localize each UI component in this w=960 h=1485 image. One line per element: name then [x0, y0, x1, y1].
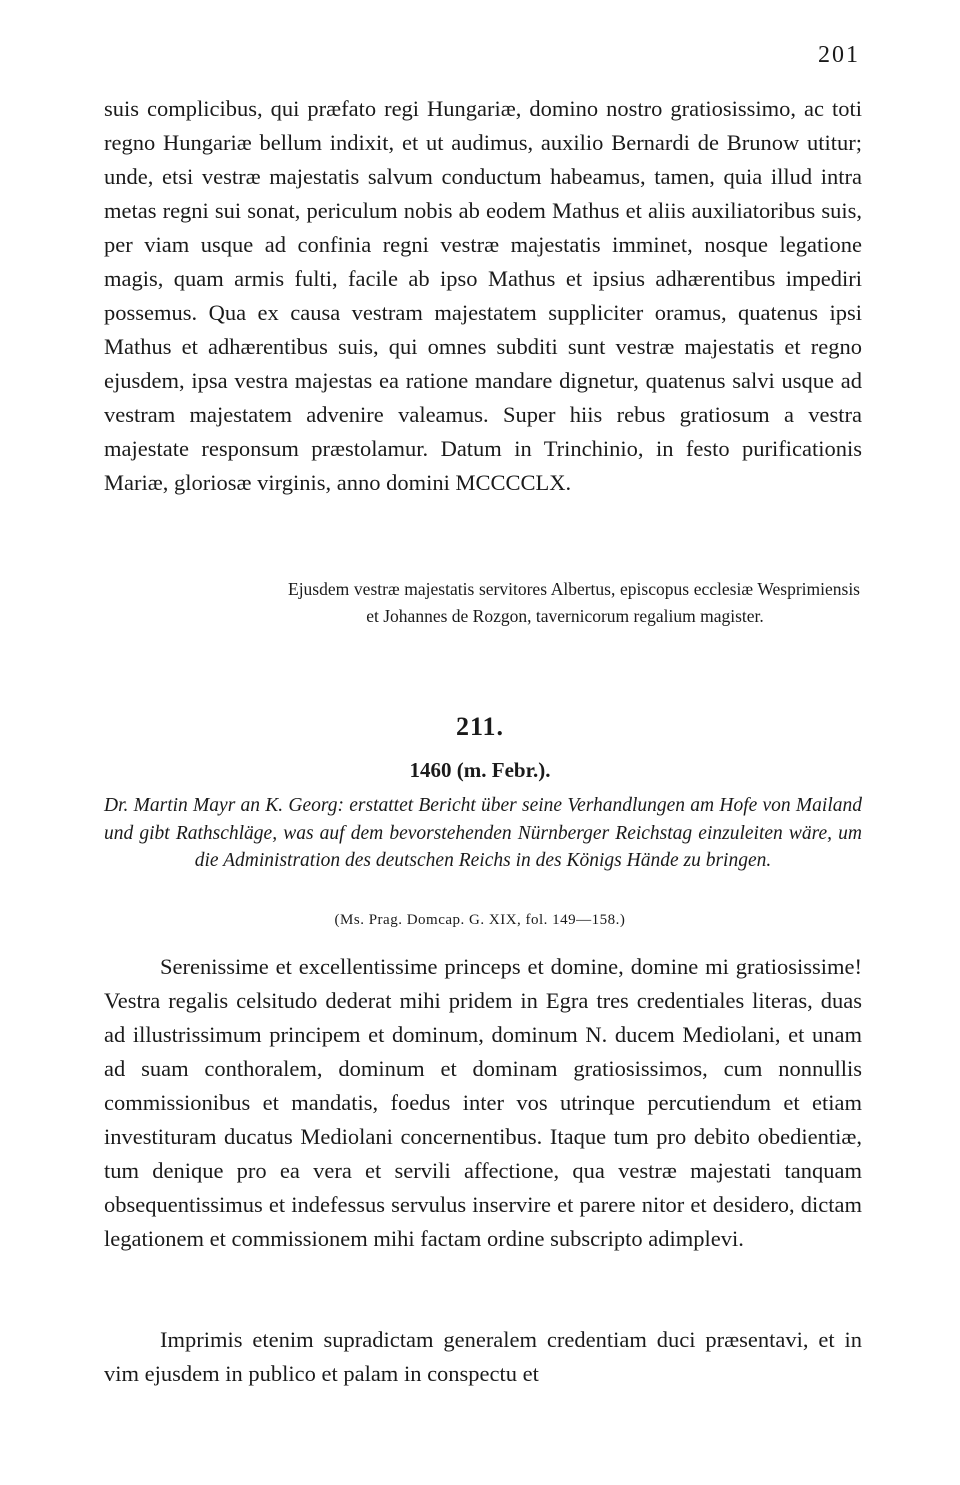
main-paragraph-1: Serenissime et excellentissime princeps et domine, domine mi gratiosissime! Vestra regalis celsitudo dederat mihi pridem in Egra tres credentiales literas, duas ad illustrissimum principem et dominum, dominum N. ducem Mediolani, et unam ad suam conthoralem, dominum et dominam gratiosissimos, cum nonnullis commissionibus et mandatis, foedus inter vos utrinque percutiendum et etiam investituram ducatus Mediolani concernentibus. Itaque tum pro debito obedientiæ, tum denique pro ea vera et servili affectione, qua vestræ majestati tanquam obsequentissimus et indefessus servulus inservire et parere nitor et desidero, dictam legationem et commissionem mihi factam ordine subscripto adimplevi.: [104, 954, 862, 1251]
upper-paragraph: suis complicibus, qui præfato regi Hungariæ, domino nostro gratiosissimo, ac toti regno Hungariæ bellum indixit, et ut audimus, auxilio Bernardi de Brunow utitur; unde, etsi vestræ majestatis salvum conductum habeamus, tamen, quia illud intra metas regni sui sonat, periculum nobis ab eodem Mathus et aliis auxiliatoribus suis, per viam usque ad confinia regni vestræ majestatis imminet, nosque legatione magis, quam armis fulti, facile ab ipso Mathus et ipsius adhærentibus impediri possemus. Qua ex causa vestram majestatem suppliciter oramus, quatenus ipsi Mathus et adhærentibus suis, qui omnes subditi sunt vestræ majestatis et regno ejusdem, ipsa vestra majestas ea ratione mandare dignetur, quatenus salvi usque ad vestram majestatem advenire valeamus. Super hiis rebus gratiosum a vestra majestate responsum præstolamur. Datum in Trinchinio, in festo purificationis Mariæ, gloriosæ virginis, anno domini MCCCCLX.: [104, 96, 862, 495]
main-paragraph-2: Imprimis etenim supradictam generalem credentiam duci præsentavi, et in vim ejusdem in publico et palam in conspectu et: [104, 1327, 862, 1386]
document-date: 1460 (m. Febr.).: [409, 758, 551, 782]
source-citation: (Ms. Prag. Domcap. G. XIX, fol. 149—158.): [334, 912, 626, 928]
document-regest: Dr. Martin Mayr an K. Georg: erstattet Bericht über seine Verhandlungen am Hofe von Mailand und gibt Rathschläge, was auf dem bevorstehenden Nürnberger Reichstag einzuleiten wäre, um die Administration des deutschen Reichs in des Königs Hände zu bringen.: [104, 795, 862, 871]
document-number: 211.: [455, 712, 505, 741]
signature-block: Ejusdem vestræ majestatis servitores Albertus, episcopus ecclesiæ Wesprimiensis et Johannes de Rozgon, tavernicorum regalium magister.: [288, 579, 860, 626]
page-number: 201: [818, 42, 860, 68]
